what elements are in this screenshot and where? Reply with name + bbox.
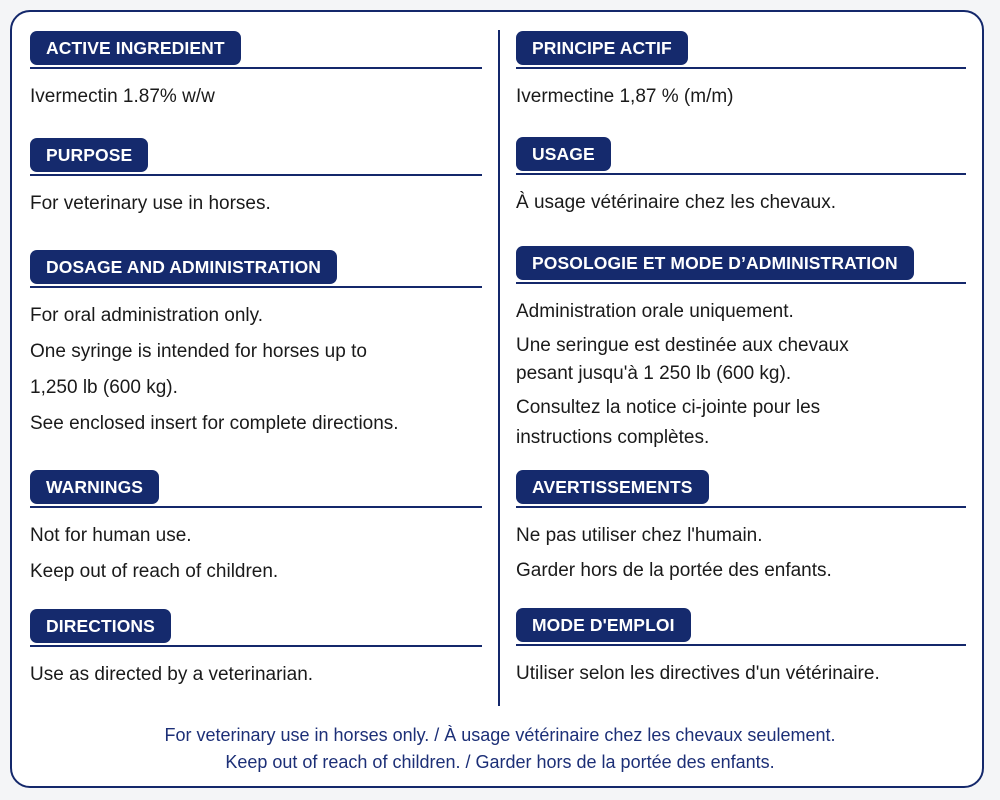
section-usage — [516, 137, 966, 212]
section-header: USAGE — [516, 137, 611, 171]
section-avertissements — [516, 470, 966, 580]
section-text: À usage vétérinaire chez les chevaux. — [516, 192, 837, 213]
section-header: WARNINGS — [30, 470, 159, 504]
footer-line-2: Keep out of reach of children. / Garder hors de la portée des enfants. — [225, 752, 775, 772]
section-header: MODE D'EMPLOI — [516, 608, 691, 642]
section-active-ingredient — [30, 31, 482, 106]
section-rule — [516, 506, 966, 508]
section-directions — [30, 609, 482, 684]
section-header: AVERTISSEMENTS — [516, 470, 709, 504]
section-text: pesant jusqu'à 1 250 lb (600 kg). — [516, 363, 792, 384]
section-text: For oral administration only. — [30, 305, 264, 326]
section-text: One syringe is intended for horses up to — [30, 341, 367, 362]
section-header: DIRECTIONS — [30, 609, 171, 643]
section-rule — [516, 644, 966, 646]
section-text: Ivermectine 1,87 % (m/m) — [516, 86, 734, 107]
section-text: Une seringue est destinée aux chevaux — [516, 335, 849, 356]
section-text: For veterinary use in horses. — [30, 193, 271, 214]
footer-line-1: For veterinary use in horses only. / À usage vétérinaire chez les chevaux seulement. — [164, 725, 836, 745]
section-text: Ne pas utiliser chez l'humain. — [516, 525, 763, 546]
section-rule — [30, 645, 482, 647]
section-rule — [516, 282, 966, 284]
section-text: Use as directed by a veterinarian. — [30, 664, 314, 685]
section-purpose — [30, 138, 482, 213]
section-text: Keep out of reach of children. — [30, 561, 279, 582]
section-text: 1,250 lb (600 kg). — [30, 377, 178, 398]
section-text: Consultez la notice ci-jointe pour les — [516, 397, 821, 418]
column-divider — [498, 30, 500, 706]
section-principe-actif — [516, 31, 966, 106]
section-rule — [30, 174, 482, 176]
section-rule — [30, 286, 482, 288]
section-header: PURPOSE — [30, 138, 148, 172]
section-header: POSOLOGIE ET MODE D’ADMINISTRATION — [516, 246, 914, 280]
section-header: PRINCIPE ACTIF — [516, 31, 688, 65]
section-text: Administration orale uniquement. — [516, 301, 794, 322]
section-text: See enclosed insert for complete directions. — [30, 413, 399, 434]
section-text: Garder hors de la portée des enfants. — [516, 560, 832, 581]
section-header: ACTIVE INGREDIENT — [30, 31, 241, 65]
section-dosage — [30, 250, 482, 433]
section-text: Utiliser selon les directives d'un vétérinaire. — [516, 663, 880, 684]
section-rule — [30, 67, 482, 69]
section-warnings — [30, 470, 482, 581]
section-text: Not for human use. — [30, 525, 192, 546]
section-rule — [516, 67, 966, 69]
section-mode-emploi — [516, 608, 966, 683]
section-text: Ivermectin 1.87% w/w — [30, 86, 215, 107]
section-rule — [516, 173, 966, 175]
section-header: DOSAGE AND ADMINISTRATION — [30, 250, 337, 284]
section-rule — [30, 506, 482, 508]
section-posologie — [516, 246, 966, 447]
section-text: instructions complètes. — [516, 427, 710, 448]
